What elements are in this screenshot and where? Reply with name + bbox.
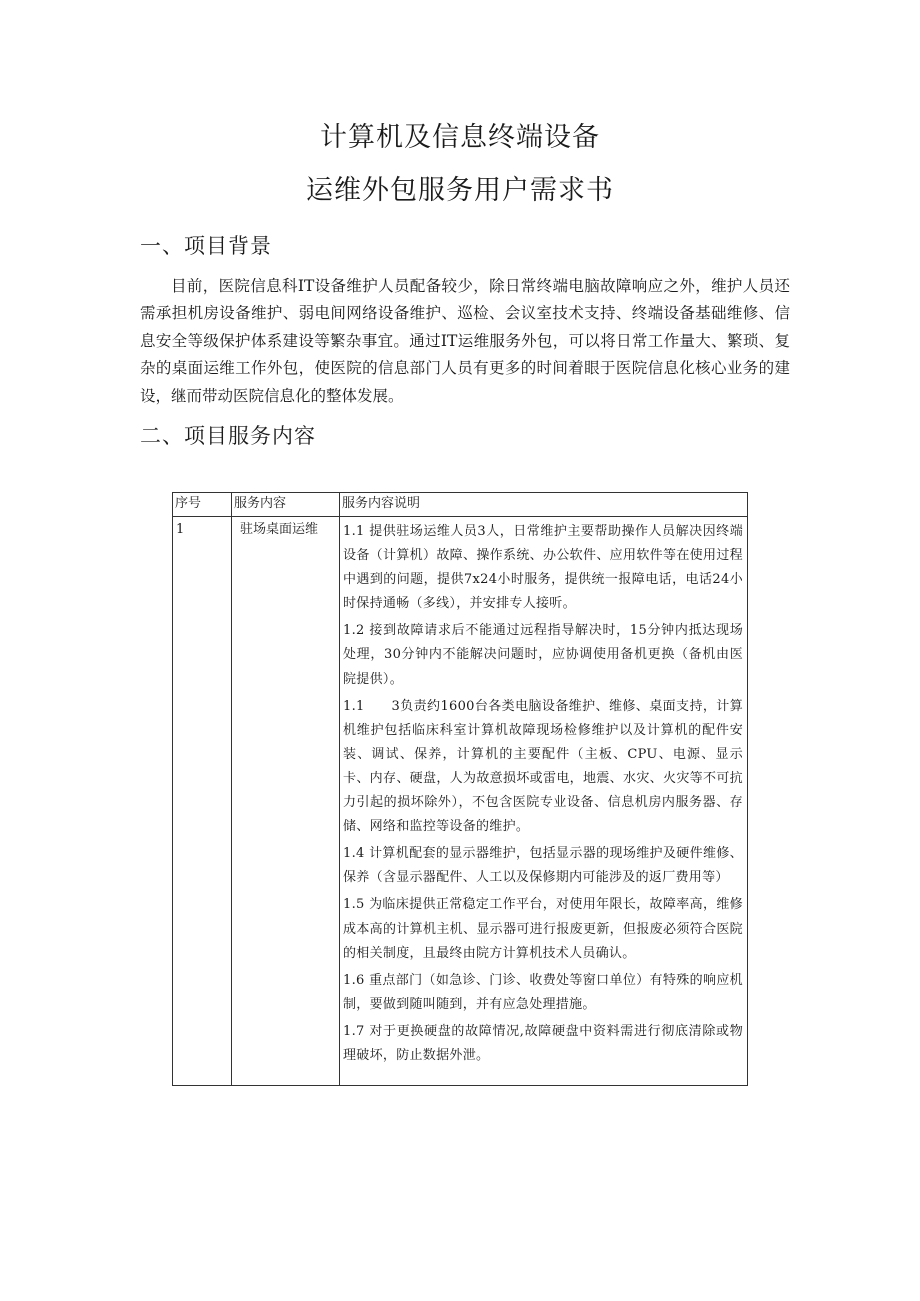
description-item-1-7: 1.7 对于更换硬盘的故障情况,故障硬盘中资料需进行彻底清除或物理破坏，防止数据外泄。 — [343, 1023, 743, 1063]
description-item-1-3: 1.1 3负责约1600台各类电脑设备维护、维修、桌面支持，计算机维护包括临床科室计算机故障现场检修维护以及计算机的配件安装、调试、保养，计算机的主要配件（主板、CPU、电源、显示卡、内存、硬盘，人为故意损坏或雷电，地震、水灾、火灾等不可抗力引起的损坏除外），不包含医院专业设备、信息机房内服务器、存储、网络和监控等设备的维护。 — [343, 698, 743, 835]
header-cell-content: 服务内容 — [232, 493, 340, 517]
row-content: 驻场桌面运维 — [240, 522, 319, 537]
description-item-1-5: 1.5 为临床提供正常稳定工作平台，对使用年限长，故障率高，维修成本高的计算机主机、显示器可进行报废更新，但报废必须符合医院的相关制度，且最终由院方计算机技术人员确认。 — [343, 897, 743, 961]
description-item-1-4: 1.4 计算机配套的显示器维护，包括显示器的现场维护及硬件维修、保养（含显示器配件、人工以及保修期内可能涉及的返厂费用等） — [343, 846, 743, 886]
header-cell-no: 序号 — [173, 493, 232, 517]
row-no: 1 — [176, 522, 185, 537]
description-item-1-6: 1.6 重点部门（如急诊、门诊、收费处等窗口单位）有特殊的响应机制，要做到随叫随到，并有应急处理措施。 — [343, 972, 743, 1012]
table-row — [173, 517, 748, 1086]
services-table — [172, 492, 748, 1086]
description-item-1-1: 1.1 提供驻场运维人员3人，日常维护主要帮助操作人员解决因终端设备（计算机）故障、操作系统、办公软件、应用软件等在使用过程中遇到的问题，提供7x24小时服务，提供统一报障电话，电话24小时保持通畅（多线），并安排专人接听。 — [343, 524, 743, 612]
row-content-cell — [232, 517, 340, 1086]
row-description-cell — [340, 517, 748, 1086]
section-heading-background: 一、项目背景 — [140, 234, 272, 258]
description-item-1-2: 1.2 接到故障请求后不能通过远程指导解决时，15分钟内抵达现场处理，30分钟内不能解决问题时，应协调使用备机更换（备机由医院提供）。 — [343, 623, 743, 687]
header-cell-description: 服务内容说明 — [340, 493, 748, 517]
document-title-line-1: 计算机及信息终端设备 — [320, 122, 600, 153]
section-heading-services: 二、项目服务内容 — [140, 424, 316, 448]
document-title-line-2: 运维外包服务用户需求书 — [306, 175, 614, 206]
row-no-cell — [173, 517, 232, 1086]
table-header-row — [173, 493, 748, 517]
background-paragraph: 目前，医院信息科IT设备维护人员配备较少，除日常终端电脑故障响应之外，维护人员还需承担机房设备维护、弱电间网络设备维护、巡检、会议室技术支持、终端设备基础维修、信息安全等级保护体系建设等繁杂事宜。通过IT运维服务外包，可以将日常工作量大、繁琐、复杂的桌面运维工作外包，使医院的信息部门人员有更多的时间着眼于医院信息化核心业务的建设，继而带动医院信息化的整体发展。 — [140, 277, 790, 405]
